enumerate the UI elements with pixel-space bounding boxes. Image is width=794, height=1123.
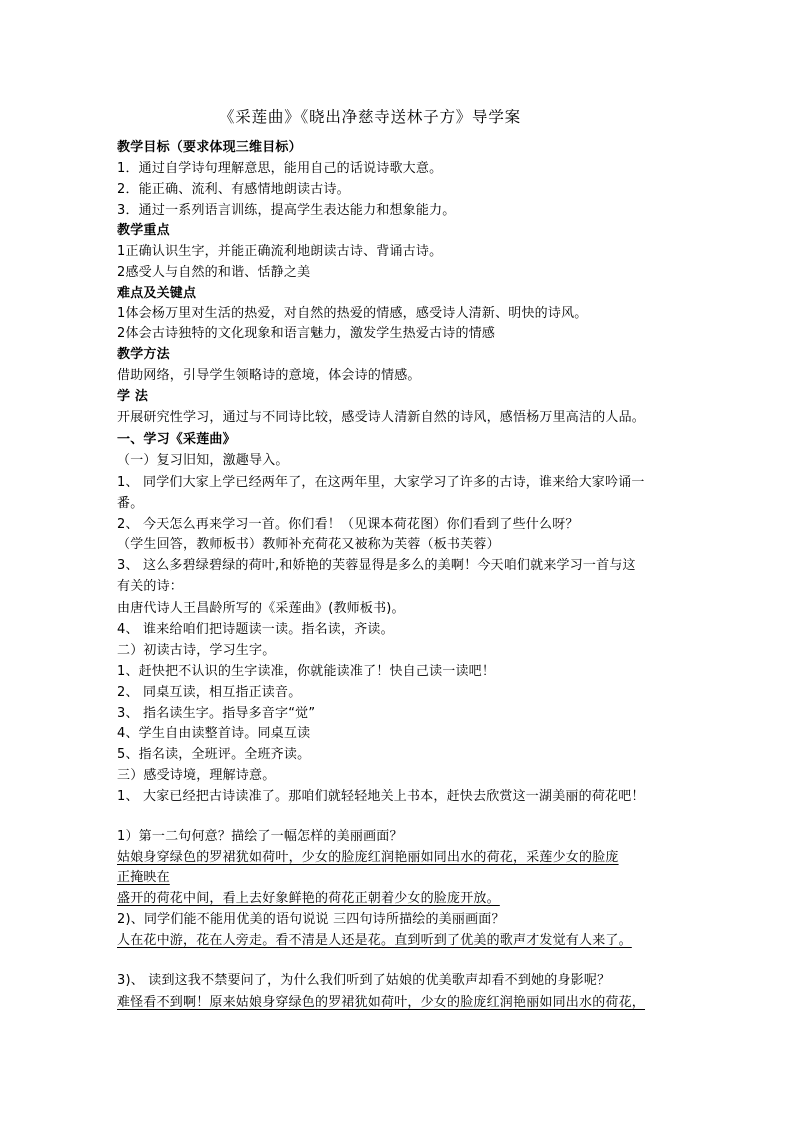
goal-item: 2．能正确、流利、有感情地朗读古诗。 [117,182,350,197]
part1-heading [117,430,236,450]
section1-item: 有关的诗： [117,579,184,594]
question-1: 1）第一二句何意？描绘了一幅怎样的美丽画面？ [117,829,403,844]
focus-item: 2感受人与自然的和谐、恬静之美 [117,265,311,280]
section1-item: 由唐代诗人王昌龄所写的《采莲曲》(教师板书)。 [117,601,405,616]
question-3: 3)、 读到这我不禁要问了，为什么我们听到了姑娘的优美歌声却看不到她的身影呢？ [117,973,611,988]
section1-item: 3、 这么多碧绿碧绿的荷叶,和娇艳的芙蓉显得是多么的美啊！今天咱们就来学习一首与这 [117,558,636,573]
answer-3: 难怪看不到啊！原来姑娘身穿绿色的罗裙犹如荷叶，少女的脸庞红润艳丽如同出水的荷花， [117,995,646,1010]
section1-item: （学生回答，教师板书）教师补充荷花又被称为芙蓉（板书芙蓉） [117,537,500,552]
answer-1-line: 正掩映在 [117,870,170,885]
doc-title: 《采莲曲》《晓出净慈寺送林子方》导学案 [219,108,521,126]
focus-heading: 教学重点 [117,223,170,238]
goal-item: 3．通过一系列语言训练，提高学生表达能力和想象能力。 [117,203,456,218]
focus-item: 1正确认识生字，并能正确流利地朗读古诗、背诵古诗。 [117,244,443,259]
section2-item: 1、赶快把不认识的生字读准，你就能读准了！快自己读一读吧！ [117,664,496,679]
study-heading: 学 法 [117,389,149,404]
difficulty-item: 1体会杨万里对生活的热爱，对自然的热爱的情感，感受诗人清新、明快的诗风。 [117,306,588,321]
section1-item: 1、 同学们大家上学已经两年了，在这两年里，大家学习了许多的古诗，谁来给大家吟诵一 [117,475,645,490]
difficulty-heading: 难点及关键点 [117,286,197,301]
answer-2: 人在花中游，花在人旁走。看不清是人还是花。直到听到了优美的歌声才发觉有人来了。 [117,933,632,948]
section1-item: 4、 谁来给咱们把诗题读一读。指名读，齐读。 [117,622,394,637]
section3-intro: 1、 大家已经把古诗读准了。那咱们就轻轻地关上书本，赶快去欣赏这一湖美丽的荷花吧！ [117,789,645,804]
question-2: 2)、同学们能不能用优美的语句说说 三四句诗所描绘的美丽画面？ [117,912,505,927]
section1-item: 2、 今天怎么再来学习一首。你们看！（见课本荷花图）你们看到了些什么呀？ [117,517,579,532]
part1-heading-text: 一、学习《采莲曲》 [117,432,236,447]
section2-item: 5、指名读，全班评。全班齐读。 [117,747,311,762]
difficulty-item: 2体会古诗独特的文化现象和语言魅力，激发学生热爱古诗的情感 [117,326,496,341]
method-heading: 教学方法 [117,347,170,362]
goal-item: 1．通过自学诗句理解意思，能用自己的话说诗歌大意。 [117,161,443,176]
section3-title: 三）感受诗境，理解诗意。 [117,768,276,783]
method-text: 借助网络，引导学生领略诗的意境，体会诗的情感。 [117,368,421,383]
section2-item: 3、 指名读生字。指导多音字“觉” [117,706,316,721]
section2-title: 二）初读古诗，学习生字。 [117,643,276,658]
section2-item: 4、学生自由读整首诗。同桌互读 [117,726,311,741]
answer-1-line: 姑娘身穿绿色的罗裙犹如荷叶，少女的脸庞红润艳丽如同出水的荷花，采莲少女的脸庞 [117,850,619,865]
section1-item: 番。 [117,496,144,511]
section1-title: （一）复习旧知，激趣导入。 [117,453,289,468]
study-text: 开展研究性学习，通过与不同诗比较，感受诗人清新自然的诗风，感悟杨万里高洁的人品。 [117,410,646,425]
section2-item: 2、 同桌互读，相互指正读音。 [117,685,302,700]
goals-heading: 教学目标（要求体现三维目标） [117,140,302,155]
answer-1-line: 盛开的荷花中间，看上去好象鲜艳的荷花正朝着少女的脸庞开放。 [117,891,500,906]
